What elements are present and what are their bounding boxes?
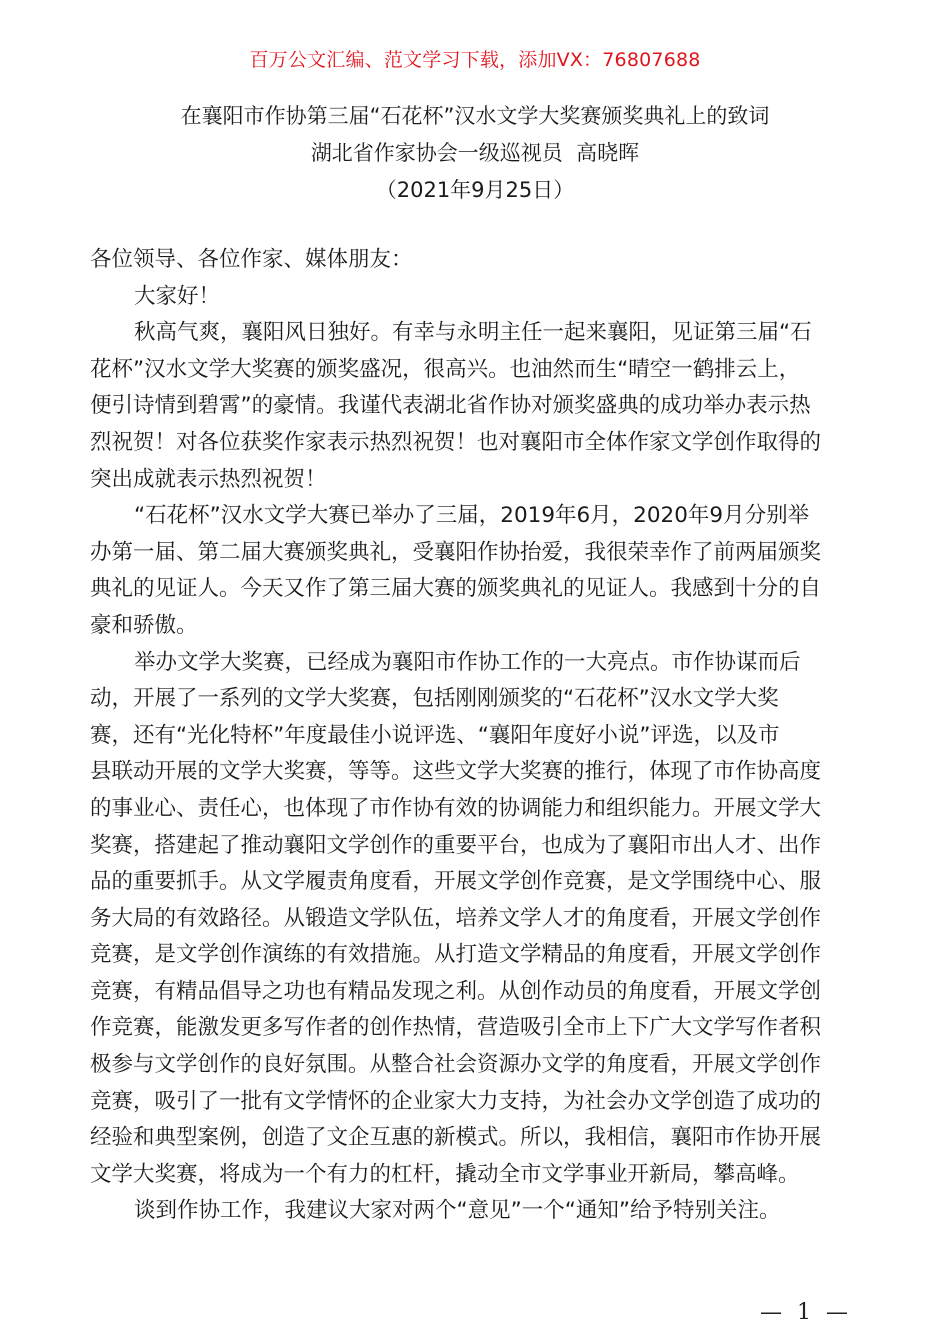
paragraph-line: 作竞赛，能激发更多写作者的创作热情，营造吸引全市上下广大文学写作者积 — [90, 1015, 822, 1041]
document-title: 在襄阳市作协第三届“石花杯”汉水文学大奖赛颁奖典礼上的致词 — [180, 104, 770, 128]
paragraph-4 — [90, 1193, 870, 1230]
paragraph-line: 竞赛，吸引了一批有文学情怀的企业家大力支持，为社会办文学创造了成功的 — [90, 1088, 822, 1114]
paragraph-line: 烈祝贺！对各位获奖作家表示热烈祝贺！也对襄阳市全体作家文学创作取得的 — [90, 429, 822, 455]
page-number: — 1 — — [760, 1300, 852, 1325]
paragraph-line: 文学大奖赛，将成为一个有力的杠杆，撬动全市文学事业开新局，攀高峰。 — [90, 1161, 800, 1187]
paragraph-1 — [90, 315, 870, 498]
document-body — [90, 242, 870, 1230]
paragraph-line: “石花杯”汉水文学大赛已举办了三届，2019年6月，2020年9月分别举 — [134, 503, 810, 529]
paragraph-line: 县联动开展的文学大奖赛，等等。这些文学大奖赛的推行，体现了市作协高度 — [90, 759, 822, 785]
paragraph-line: 务大局的有效路径。从锻造文学队伍，培养文学人才的角度看，开展文学创作 — [90, 905, 822, 931]
paragraph-line: 谈到作协工作，我建议大家对两个“意见”一个“通知”给予特别关注。 — [134, 1198, 781, 1224]
paragraph-line: 奖赛，搭建起了推动襄阳文学创作的重要平台，也成为了襄阳市出人才、出作 — [90, 832, 822, 858]
salutation: 各位领导、各位作家、媒体朋友： — [90, 247, 413, 272]
paragraph-line: 办第一届、第二届大赛颁奖典礼，受襄阳作协抬爱，我很荣幸作了前两届颁奖 — [90, 539, 822, 565]
paragraph-line: 经验和典型案例，创造了文企互惠的新模式。所以，我相信，襄阳市作协开展 — [90, 1125, 822, 1151]
paragraph-2 — [90, 498, 870, 644]
paragraph-3 — [90, 645, 870, 1194]
document-header — [0, 98, 950, 209]
paragraph-line: 赛，还有“光化特杯”年度最佳小说评选、“襄阳年度好小说”评选，以及市 — [90, 722, 780, 748]
paragraph-line: 举办文学大奖赛，已经成为襄阳市作协工作的一大亮点。市作协谋而后 — [134, 649, 801, 675]
paragraph-line: 的事业心、责任心，也体现了市作协有效的协调能力和组织能力。开展文学大 — [90, 795, 822, 821]
paragraph-line: 品的重要抓手。从文学履责角度看，开展文学创作竞赛，是文学围绕中心、服 — [90, 869, 822, 895]
paragraph-line: 秋高气爽，襄阳风日独好。有幸与永明主任一起来襄阳，见证第三届“石 — [134, 320, 812, 346]
watermark-banner: 百万公文汇编、范文学习下载，添加VX：76807688 — [249, 49, 701, 71]
paragraph-line: 突出成就表示热烈祝贺！ — [90, 466, 327, 492]
paragraph-line: 典礼的见证人。今天又作了第三届大赛的颁奖典礼的见证人。我感到十分的自 — [90, 576, 822, 602]
paragraph-line: 动，开展了一系列的文学大奖赛，包括刚刚颁奖的“石花杯”汉水文学大奖 — [90, 686, 779, 712]
greeting: 大家好！ — [134, 283, 221, 309]
paragraph-line: 花杯”汉水文学大奖赛的颁奖盛况，很高兴。也油然而生“晴空一鹤排云上， — [90, 356, 801, 382]
document-date: （2021年9月25日） — [375, 178, 575, 202]
paragraph-line: 竞赛，是文学创作演练的有效措施。从打造文学精品的角度看，开展文学创作 — [90, 942, 822, 968]
paragraph-line: 豪和骄傲。 — [90, 612, 198, 638]
paragraph-line: 竞赛，有精品倡导之功也有精品发现之利。从创作动员的角度看，开展文学创 — [90, 978, 822, 1004]
paragraph-line: 便引诗情到碧霄”的豪情。我谨代表湖北省作协对颁奖盛典的成功举办表示热 — [90, 393, 811, 419]
document-author: 湖北省作家协会一级巡视员 高晓晖 — [310, 141, 640, 165]
paragraph-line: 极参与文学创作的良好氛围。从整合社会资源办文学的角度看，开展文学创作 — [90, 1052, 822, 1078]
